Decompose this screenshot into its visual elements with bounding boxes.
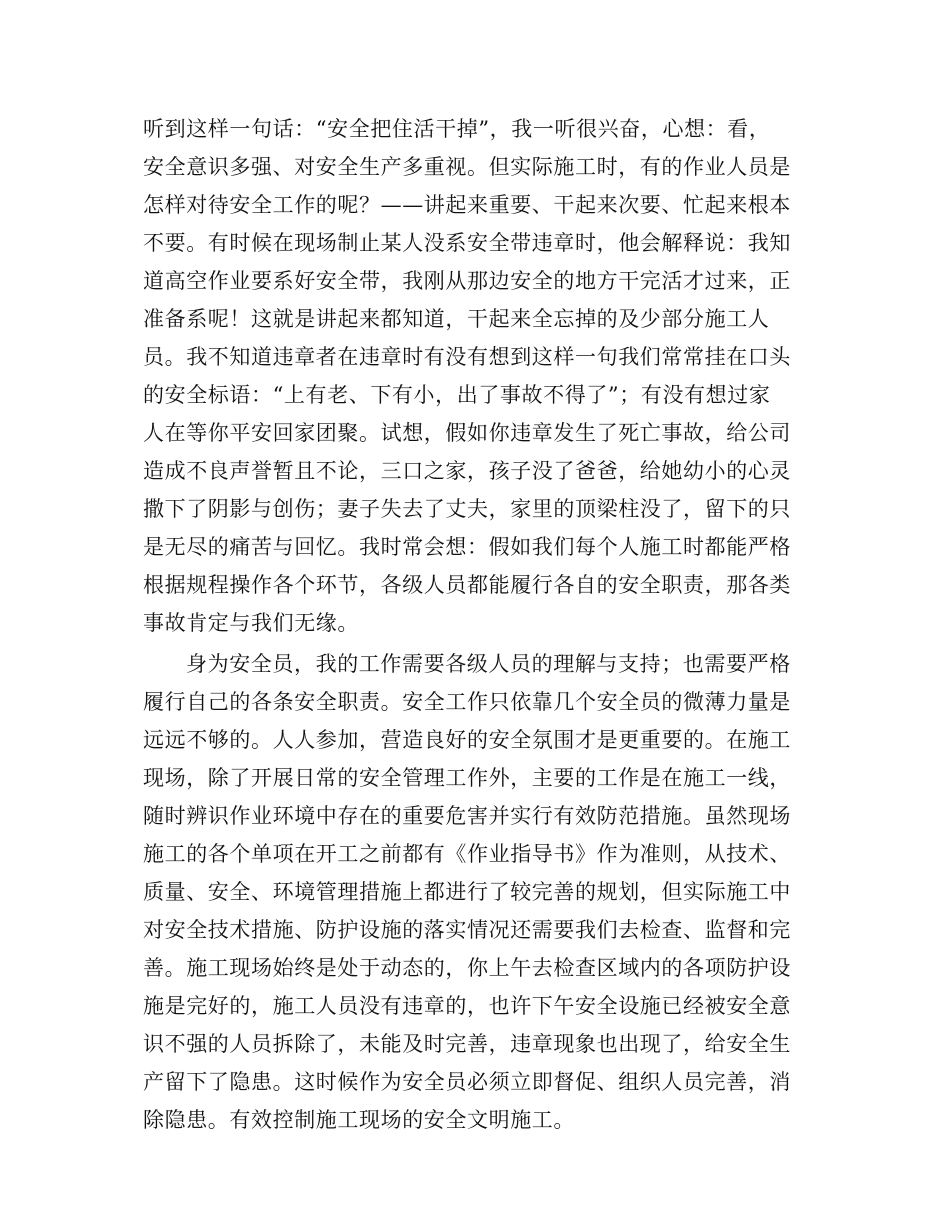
text-line: 施工的各个单项在开工之前都有《作业指导书》作为准则，从技术、 xyxy=(143,842,791,866)
text-line: 道高空作业要系好安全带，我刚从那边安全的地方干完活才过来，正 xyxy=(143,269,791,293)
text-line: 是无尽的痛苦与回忆。我时常会想：假如我们每个人施工时都能严格 xyxy=(143,535,791,559)
text-line: 人在等你平安回家团聚。试想，假如你违章发生了死亡事故，给公司 xyxy=(143,421,791,445)
text-line: 善。施工现场始终是处于动态的，你上午去检查区域内的各项防护设 xyxy=(143,956,791,980)
text-line: 除隐患。有效控制施工现场的安全文明施工。 xyxy=(143,1108,575,1132)
text-line: 施是完好的，施工人员没有违章的，也许下午安全设施已经被安全意 xyxy=(143,994,791,1018)
text-line: 员。我不知道违章者在违章时有没有想到这样一句我们常常挂在口头 xyxy=(143,345,791,369)
text-line: 对安全技术措施、防护设施的落实情况还需要我们去检查、监督和完 xyxy=(143,918,791,942)
text-line: 撒下了阴影与创伤；妻子失去了丈夫，家里的顶梁柱没了，留下的只 xyxy=(143,497,791,521)
text-line: 的安全标语：“上有老、下有小，出了事故不得了”；有没有想过家 xyxy=(143,383,771,407)
text-line: 识不强的人员拆除了，未能及时完善，违章现象也出现了，给安全生 xyxy=(143,1032,791,1056)
text-line: 根据规程操作各个环节，各级人员都能履行各自的安全职责，那各类 xyxy=(143,573,791,597)
text-line: 现场，除了开展日常的安全管理工作外，主要的工作是在施工一线， xyxy=(143,766,791,790)
text-line: 造成不良声誉暂且不论，三口之家，孩子没了爸爸，给她幼小的心灵 xyxy=(143,459,791,483)
text-line: 安全意识多强、对安全生产多重视。但实际施工时，有的作业人员是 xyxy=(143,155,791,179)
text-line: 准备系呢！这就是讲起来都知道，干起来全忘掉的及少部分施工人 xyxy=(143,307,770,331)
text-line: 事故肯定与我们无缘。 xyxy=(143,611,359,635)
text-line: 身为安全员，我的工作需要各级人员的理解与支持；也需要严格 xyxy=(186,652,791,676)
text-line: 听到这样一句话：“安全把住活干掉”，我一听很兴奋，心想：看， xyxy=(143,117,771,141)
text-line: 产留下了隐患。这时候作为安全员必须立即督促、组织人员完善，消 xyxy=(143,1070,791,1094)
text-line: 随时辨识作业环境中存在的重要危害并实行有效防范措施。虽然现场 xyxy=(143,804,791,828)
text-line: 履行自己的各条安全职责。安全工作只依靠几个安全员的微薄力量是 xyxy=(143,690,791,714)
text-line: 质量、安全、环境管理措施上都进行了较完善的规划，但实际施工中 xyxy=(143,880,791,904)
text-line: 远远不够的。人人参加，营造良好的安全氛围才是更重要的。在施工 xyxy=(143,728,791,752)
text-line: 不要。有时候在现场制止某人没系安全带违章时，他会解释说：我知 xyxy=(143,231,791,255)
text-line: 怎样对待安全工作的呢？——讲起来重要、干起来次要、忙起来根本 xyxy=(143,193,791,217)
